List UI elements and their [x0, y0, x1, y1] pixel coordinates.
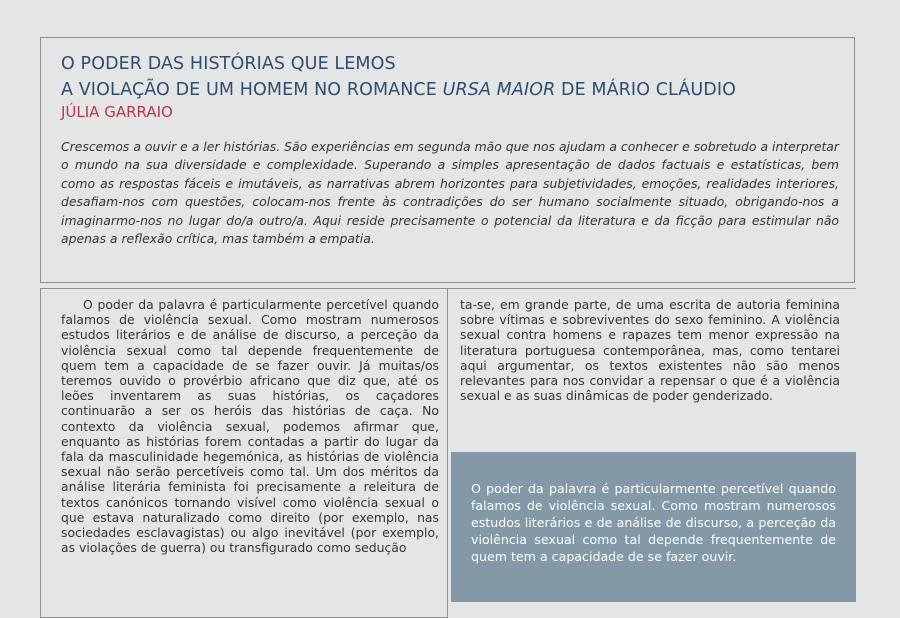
title-line-2-prefix: A VIOLAÇÃO DE UM HOMEM NO ROMANCE	[61, 80, 443, 100]
article-title-line-1: O PODER DAS HISTÓRIAS QUE LEMOS	[61, 54, 396, 74]
article-header-panel	[40, 37, 855, 283]
left-column	[40, 288, 448, 618]
right-column-top-rule	[448, 288, 856, 289]
pull-quote-box	[451, 452, 856, 602]
left-column-top-rule	[41, 288, 447, 289]
novel-title: URSA MAIOR	[442, 80, 556, 100]
pull-quote-text: O poder da palavra é particularmente percetível quando falamos de violência sexual. Como mostram numerosos estudos literários e de análise de discurso, a perceção da violência sexual como tal depende frequentemente de quem tem a capacidade de se fazer ouvir.	[471, 481, 836, 564]
left-column-text: O poder da palavra é particularmente percetível quando falamos de violência sexual. Como mostram numerosos estudos literários e de análise de discurso, a perceção da violência sexual como tal depende frequentemente de quem tem a capacidade de se fazer ouvir. Já muitas/os teremos ouvido o provérbio africano que diz que, até os leões inventarem as suas histórias, os caçadores continuarão a ser os heróis das histórias de caça. No contexto da violência sexual, podemos afirmar que, enquanto as histórias forem contadas a partir do lugar da fala da masculinidade hegemónica, as histórias de violência sexual não serão percetíveis como tal. Um dos méritos da análise literária feminista foi precisamente a releitura de textos canónicos tornando visível como violência sexual o que estava naturalizado como direito (por exemplo, nas sociedades esclavagistas) ou algo inevitável (por exemplo, as violações de guerra) ou transfigurado como sedução	[61, 297, 439, 556]
title-line-2-suffix: DE MÁRIO CLÁUDIO	[555, 80, 736, 100]
abstract-text: Crescemos a ouvir e a ler histórias. São experiências em segunda mão que nos ajudam a conhecer e sobretudo a interpretar o mundo na sua diversidade e complexidade. Superando a simples apresentação de dados factuais e estatísticas, bem como as respostas fáceis e imutáveis, as narrativas abrem horizontes para subjetividades, emoções, realidades interiores, desafiam-nos com questões, colocam-nos frente às contradições do ser humano socialmente situado, obrigando-nos a imaginarmo-nos no lugar do/a outro/a. Aqui reside precisamente o potencial da literatura e da ficção para estimular não apenas a reflexão crítica, mas também a empatia.	[61, 139, 839, 247]
author-name: JÚLIA GARRAIO	[61, 103, 173, 121]
right-column-text: ta-se, em grande parte, de uma escrita de autoria feminina sobre vítimas e sobreviventes do sexo feminino. A violência sexual contra homens e rapazes tem menor expressão na literatura portuguesa contemporânea, mas, como tentarei aqui argumentar, os textos existentes não são menos relevantes para nos convidar a repensar o que é a violência sexual e as suas dinâmicas de poder genderizado.	[460, 297, 840, 404]
article-title-line-2	[61, 80, 736, 100]
